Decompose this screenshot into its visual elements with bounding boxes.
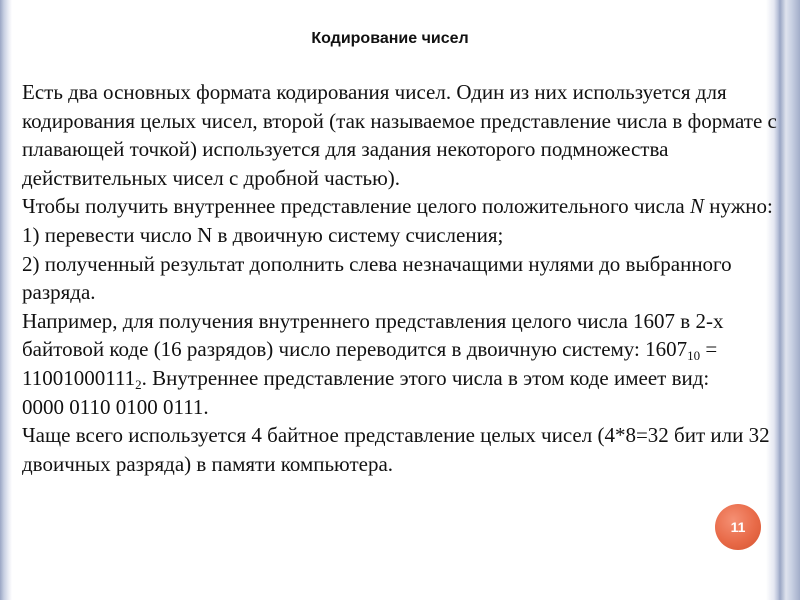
step-1: 1) перевести число N в двоичную систему счисления; <box>22 222 504 247</box>
slide-body <box>22 78 782 478</box>
step-2: 2) полученный результат дополнить слева незначащими нулями до выбранного разряда. <box>22 251 732 305</box>
example-after: . Внутреннее представление этого числа в этом коде имеет вид: <box>141 365 710 390</box>
procedure-intro-text: Чтобы получить внутреннее представление целого положительного числа <box>22 194 690 219</box>
example-decimal: 1607 <box>645 337 688 362</box>
procedure-intro <box>22 192 782 221</box>
example-equals: = <box>700 337 718 362</box>
variable-n: N <box>690 194 705 219</box>
example-binary: 11001000111 <box>22 365 136 390</box>
binary-result: 0000 0110 0100 0111. <box>22 394 209 419</box>
intro-paragraph: Есть два основных формата кодирования чисел. Один из них используется для кодирования целых чисел, второй (так называемое представление числа в формате с плавающей точкой) используется для задания некоторого подмножества действительных чисел с дробной частью). <box>22 80 777 190</box>
example-paragraph <box>22 307 782 393</box>
slide-left-border <box>0 0 12 600</box>
example-text: Например, для получения внутреннего представления целого числа 1607 в 2-х байтовой коде (16 разрядов) число переводится в двоичную систему: <box>22 308 724 362</box>
page-number-badge: 11 <box>715 504 761 550</box>
example-binary-base: 2 <box>135 376 142 392</box>
closing-paragraph: Чаще всего используется 4 байтное представление целых чисел (4*8=32 бит или 32 двоичных разряда) в памяти компьютера. <box>22 423 770 476</box>
procedure-intro-tail: нужно: <box>704 194 773 219</box>
slide-title: Кодирование чисел <box>311 30 469 47</box>
example-decimal-base: 10 <box>687 348 701 364</box>
